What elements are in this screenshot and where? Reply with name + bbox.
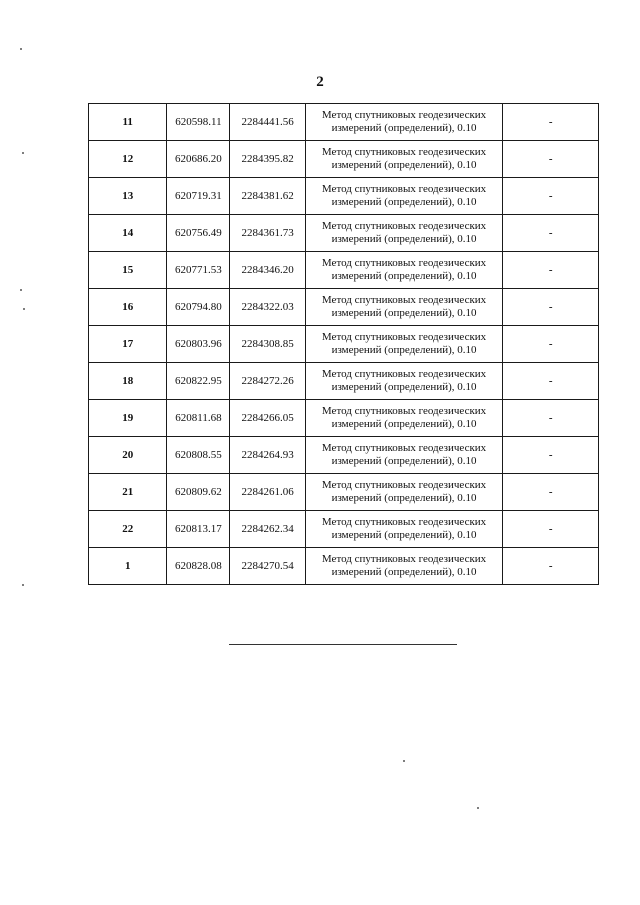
method-cell (305, 511, 502, 548)
table-row (89, 252, 599, 289)
y-coordinate-cell: 2284261.06 (230, 474, 305, 511)
x-coordinate-cell: 620811.68 (167, 400, 230, 437)
method-cell (305, 252, 502, 289)
y-coordinate-cell: 2284270.54 (230, 548, 305, 585)
x-coordinate-cell: 620686.20 (167, 141, 230, 178)
scan-speck (22, 584, 24, 586)
point-number-cell: 16 (89, 289, 167, 326)
description-cell: - (503, 400, 599, 437)
scan-speck (20, 289, 22, 291)
x-coordinate-cell: 620809.62 (167, 474, 230, 511)
description-cell: - (503, 511, 599, 548)
table-row (89, 474, 599, 511)
coordinates-table (88, 103, 599, 585)
method-line-1: Метод спутниковых геодезических (321, 479, 487, 491)
method-line-1: Метод спутниковых геодезических (321, 146, 487, 158)
x-coordinate-cell: 620813.17 (167, 511, 230, 548)
table-row (89, 178, 599, 215)
point-number-cell: 20 (89, 437, 167, 474)
method-cell (305, 289, 502, 326)
method-line-1: Метод спутниковых геодезических (321, 294, 487, 306)
method-cell (305, 437, 502, 474)
x-coordinate-cell: 620771.53 (167, 252, 230, 289)
point-number-cell: 19 (89, 400, 167, 437)
method-line-2: измерений (определений), 0.10 (331, 307, 477, 319)
description-cell: - (503, 363, 599, 400)
scan-speck (20, 48, 22, 50)
x-coordinate-cell: 620808.55 (167, 437, 230, 474)
method-cell (305, 474, 502, 511)
method-line-1: Метод спутниковых геодезических (321, 516, 487, 528)
y-coordinate-cell: 2284361.73 (230, 215, 305, 252)
method-line-2: измерений (определений), 0.10 (331, 492, 477, 504)
table-row (89, 437, 599, 474)
x-coordinate-cell: 620822.95 (167, 363, 230, 400)
x-coordinate-cell: 620803.96 (167, 326, 230, 363)
table-row (89, 215, 599, 252)
method-line-2: измерений (определений), 0.10 (331, 381, 477, 393)
y-coordinate-cell: 2284441.56 (230, 104, 305, 141)
method-cell (305, 548, 502, 585)
point-number-cell: 1 (89, 548, 167, 585)
method-line-2: измерений (определений), 0.10 (331, 418, 477, 430)
method-line-1: Метод спутниковых геодезических (321, 442, 487, 454)
y-coordinate-cell: 2284262.34 (230, 511, 305, 548)
method-cell (305, 141, 502, 178)
scan-speck (477, 807, 479, 809)
y-coordinate-cell: 2284264.93 (230, 437, 305, 474)
page-number: 2 (316, 74, 324, 90)
point-number-cell: 18 (89, 363, 167, 400)
x-coordinate-cell: 620794.80 (167, 289, 230, 326)
x-coordinate-cell: 620756.49 (167, 215, 230, 252)
method-cell (305, 178, 502, 215)
table-row (89, 363, 599, 400)
x-coordinate-cell: 620828.08 (167, 548, 230, 585)
description-cell: - (503, 215, 599, 252)
scan-speck (22, 152, 24, 154)
method-cell (305, 104, 502, 141)
description-cell: - (503, 548, 599, 585)
method-line-1: Метод спутниковых геодезических (321, 553, 487, 565)
method-line-2: измерений (определений), 0.10 (331, 529, 477, 541)
description-cell: - (503, 178, 599, 215)
method-line-2: измерений (определений), 0.10 (331, 196, 477, 208)
point-number-cell: 11 (89, 104, 167, 141)
method-line-1: Метод спутниковых геодезических (321, 331, 487, 343)
method-line-1: Метод спутниковых геодезических (321, 109, 487, 121)
y-coordinate-cell: 2284381.62 (230, 178, 305, 215)
method-line-2: измерений (определений), 0.10 (331, 566, 477, 578)
point-number-cell: 13 (89, 178, 167, 215)
description-cell: - (503, 252, 599, 289)
table-row (89, 400, 599, 437)
y-coordinate-cell: 2284272.26 (230, 363, 305, 400)
method-line-2: измерений (определений), 0.10 (331, 233, 477, 245)
method-line-2: измерений (определений), 0.10 (331, 344, 477, 356)
description-cell: - (503, 104, 599, 141)
method-line-1: Метод спутниковых геодезических (321, 183, 487, 195)
description-cell: - (503, 437, 599, 474)
method-line-2: измерений (определений), 0.10 (331, 122, 477, 134)
scan-speck (23, 308, 25, 310)
method-line-2: измерений (определений), 0.10 (331, 455, 477, 467)
table-row (89, 511, 599, 548)
table-row (89, 548, 599, 585)
point-number-cell: 17 (89, 326, 167, 363)
point-number-cell: 22 (89, 511, 167, 548)
table-row (89, 326, 599, 363)
x-coordinate-cell: 620598.11 (167, 104, 230, 141)
method-line-1: Метод спутниковых геодезических (321, 257, 487, 269)
method-line-1: Метод спутниковых геодезических (321, 405, 487, 417)
point-number-cell: 14 (89, 215, 167, 252)
point-number-cell: 21 (89, 474, 167, 511)
description-cell: - (503, 326, 599, 363)
y-coordinate-cell: 2284395.82 (230, 141, 305, 178)
description-cell: - (503, 141, 599, 178)
y-coordinate-cell: 2284308.85 (230, 326, 305, 363)
method-cell (305, 215, 502, 252)
method-cell (305, 400, 502, 437)
y-coordinate-cell: 2284322.03 (230, 289, 305, 326)
table-row (89, 104, 599, 141)
description-cell: - (503, 474, 599, 511)
y-coordinate-cell: 2284266.05 (230, 400, 305, 437)
method-cell (305, 326, 502, 363)
description-cell: - (503, 289, 599, 326)
point-number-cell: 15 (89, 252, 167, 289)
method-line-2: измерений (определений), 0.10 (331, 159, 477, 171)
y-coordinate-cell: 2284346.20 (230, 252, 305, 289)
table-row (89, 141, 599, 178)
method-cell (305, 363, 502, 400)
method-line-1: Метод спутниковых геодезических (321, 220, 487, 232)
table-row (89, 289, 599, 326)
x-coordinate-cell: 620719.31 (167, 178, 230, 215)
point-number-cell: 12 (89, 141, 167, 178)
method-line-2: измерений (определений), 0.10 (331, 270, 477, 282)
method-line-1: Метод спутниковых геодезических (321, 368, 487, 380)
scan-speck (403, 760, 405, 762)
coordinates-table-body (89, 104, 599, 585)
footer-rule (229, 644, 457, 645)
